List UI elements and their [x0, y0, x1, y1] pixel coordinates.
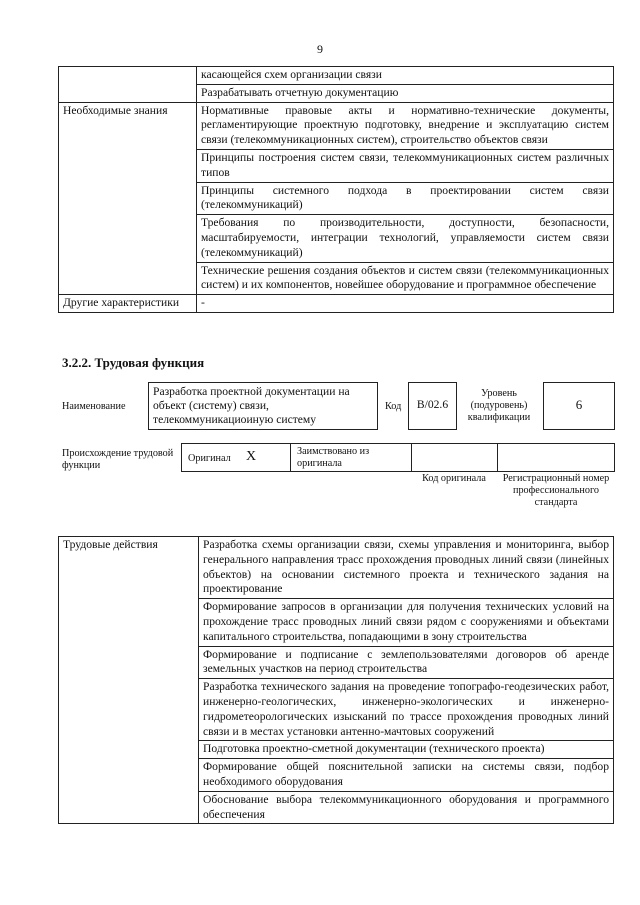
table-cell: Нормативные правовые акты и нормативно-технические документы, регламентирующие проектную подготовку, внедрение и эксплуатацию систем связи (телекоммуникационных систем), строительство объектов связи	[197, 102, 614, 149]
page-number: 9	[317, 42, 323, 56]
table-row	[59, 102, 614, 149]
table-row	[59, 295, 614, 313]
table-cell: Принципы системного подхода в проектировании систем связи (телекоммуникаций)	[197, 182, 614, 215]
row-label-other: Другие характеристики	[59, 295, 197, 313]
table-cell: Разрабатывать отчетную документацию	[197, 84, 614, 102]
table-cell: Обоснование выбора телекоммуникационного оборудования и программного обеспечения	[199, 791, 614, 824]
code-original-cell	[411, 443, 498, 472]
table-row	[59, 67, 614, 85]
table-row	[59, 537, 614, 599]
level-box: 6	[543, 382, 615, 430]
table-cell: касающейся схем организации связи	[197, 67, 614, 85]
borrowed-label: Заимствовано из оригинала	[297, 446, 370, 469]
table-cell: -	[197, 295, 614, 313]
origin-label: Происхождение трудовой функции	[62, 448, 174, 471]
table-cell: Формирование и подписание с землепользователями договоров об аренде земельных участков на период строительства	[199, 646, 614, 679]
reg-number-cell	[497, 443, 615, 472]
table-cell: Технические решения создания объектов и систем связи (телекоммуникационных систем) и их компонентов, новейшее оборудование и программное обеспечение	[197, 262, 614, 295]
table-cell: Формирование общей пояснительной записки на системы связи, подбор необходимого оборудования	[199, 759, 614, 792]
table-cell: Принципы построения систем связи, телекоммуникационных систем различных типов	[197, 149, 614, 182]
table-cell: Подготовка проектно-сметной документации (технического проекта)	[199, 741, 614, 759]
table-cell: Требования по производительности, доступности, безопасности, масштабируемости, интеграции технологий, управляемости систем связи (телекоммуникаций)	[197, 215, 614, 262]
code-box: B/02.6	[408, 382, 457, 430]
original-cell	[181, 443, 291, 472]
section-heading: 3.2.2. Трудовая функция	[62, 355, 205, 370]
labor-actions-table	[58, 536, 614, 824]
row-label-knowledge: Необходимые знания	[59, 102, 197, 295]
original-label: Оригинал	[188, 453, 231, 464]
function-name-box: Разработка проектной документации на объект (систему) связи, телекоммуникациоиную систему	[148, 382, 378, 430]
table-cell: Разработка технического задания на проведение топографо-геодезических работ, инженерно-геологических, инженерно-экологических и инженерно-гидрометеорологических изысканий по трассе прохождения проводных линий связи и в местах установки антенно-мачтовых сооружений	[199, 679, 614, 741]
code-original-caption: Код оригинала	[422, 473, 486, 484]
table-cell: Разработка схемы организации связи, схемы управления и мониторинга, выбор генерального направления трасс прохождения проводных линий связи (линейных объектов) на основании системного проекта и технического задания на проектирование	[199, 537, 614, 599]
code-label: Код	[385, 401, 402, 412]
table-cell: Формирование запросов в организации для получения технических условий на прохождение трасс проводных линий связи рядом с сооружениями и объектами капитального строительства, попадающими в зону строительства	[199, 599, 614, 646]
level-label: Уровень (подуровень) квалификации	[467, 388, 531, 423]
row-label-empty	[59, 67, 197, 103]
row-label-actions: Трудовые действия	[59, 537, 199, 824]
original-mark: X	[246, 449, 257, 464]
reg-number-caption: Регистрационный номер профессионального стандарта	[502, 473, 610, 508]
borrowed-cell	[290, 443, 412, 472]
name-label: Наименование	[62, 401, 126, 412]
knowledge-table	[58, 66, 614, 313]
